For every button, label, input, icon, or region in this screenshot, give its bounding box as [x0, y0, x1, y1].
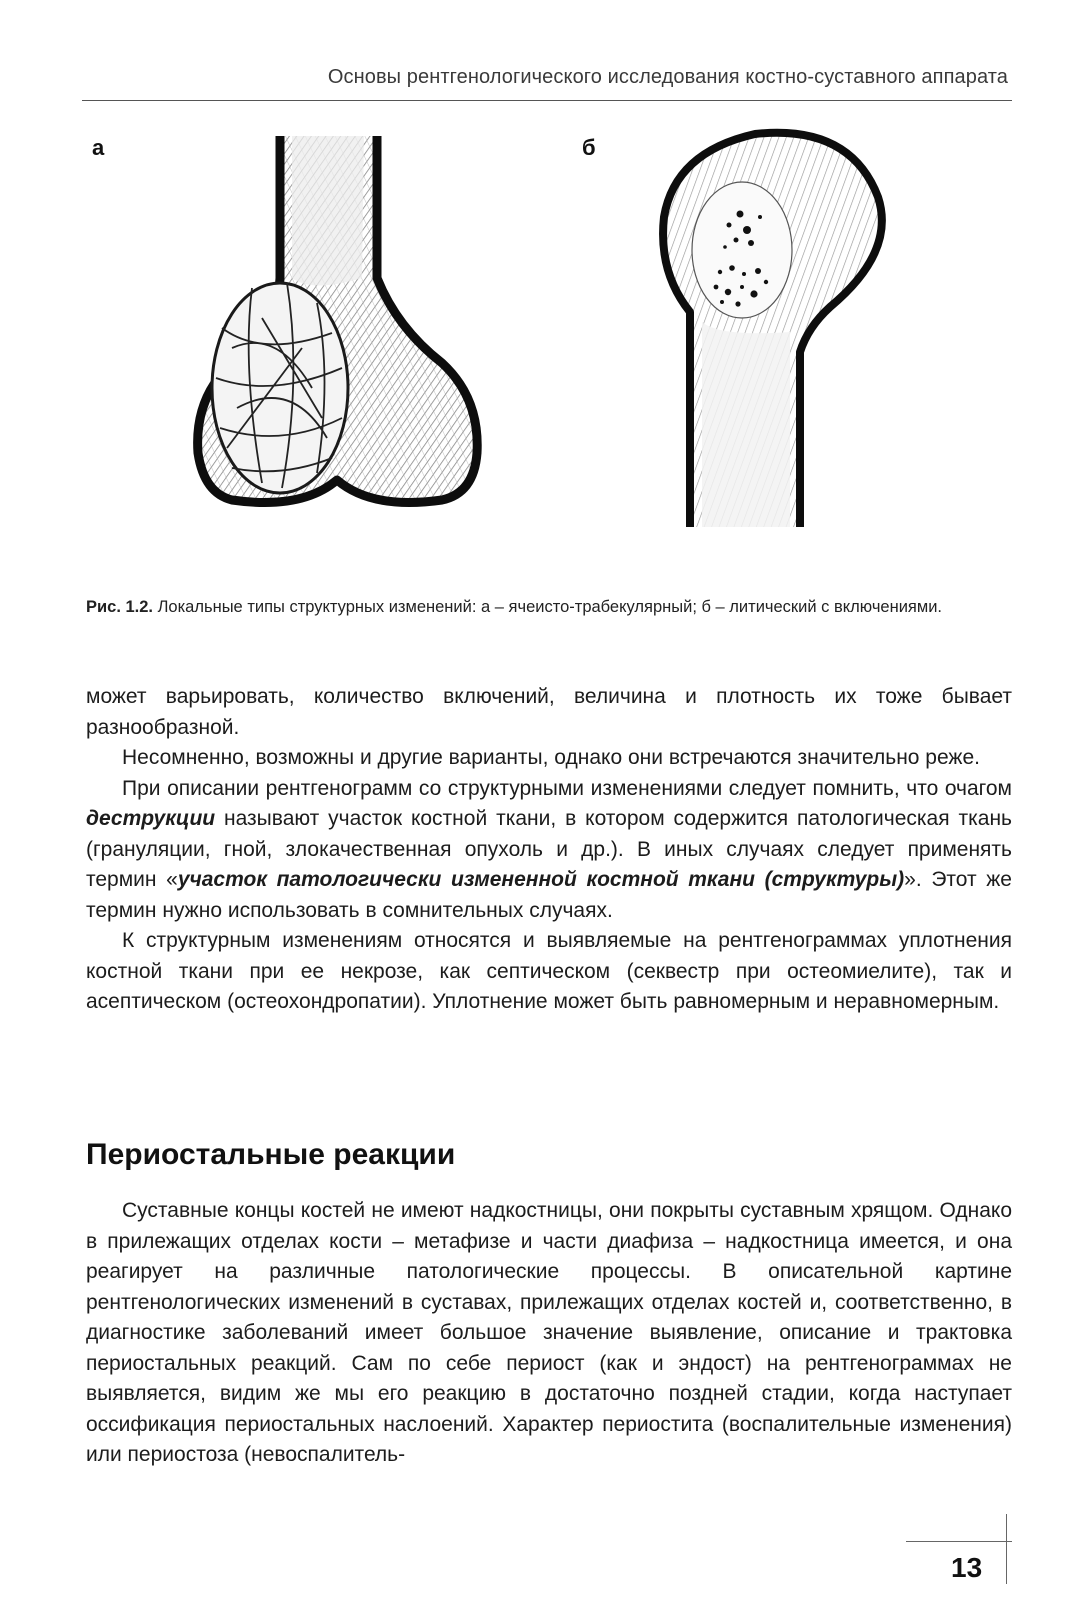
paragraph: Несомненно, возможны и другие варианты, однако они встречаются значительно реже.	[122, 746, 980, 769]
section-heading: Периостальные реакции	[86, 1138, 456, 1171]
footer-vertical-rule	[1006, 1514, 1007, 1584]
term-destruction: деструкции	[86, 807, 216, 830]
running-header: Основы рентгенологического исследования костно-суставного аппарата	[327, 66, 1008, 88]
section-body-text	[86, 1196, 1012, 1471]
figure-caption-label: Рис. 1.2.	[86, 598, 154, 616]
paragraph-text: При описании рентгенограмм со структурными изменениями следует помнить, что очагом	[122, 776, 1012, 800]
term-pathologic-area: участок патологически измененной костной ткани (структуры)	[177, 868, 905, 891]
paragraph-continuation: может варьировать, количество включений, величина и плотность их тоже бывает разнообразной.	[86, 685, 1012, 739]
figure-a-bone-drawing	[192, 128, 482, 548]
paragraph-destruction	[86, 774, 1012, 927]
paragraph: К структурным изменениям относятся и выявляемые на рентгенограммах уплотнения костной ткани при ее некрозе, как септическом (секвестр при остеомиелите), так и асептическом (остеохондропатии). Уплотнение может быть равномерным и неравномерным.	[86, 929, 1012, 1013]
paragraph-text: ». Этот же термин нужно использовать в сомнительных случаях.	[86, 868, 1012, 922]
figure-panel-b-label: б	[582, 135, 596, 160]
paragraph-text: называют участок костной ткани, в котором содержится патологическая ткань (грануляции, гной, злокачественная опухоль и др.). В иных случаях следует применять термин «	[86, 807, 1012, 891]
body-text-block	[86, 682, 1012, 1018]
paragraph: Суставные концы костей не имеют надкостницы, они покрыты суставным хрящом. Однако в прилежащих отделах кости – метафизе и части диафиза – надкостница имеется, и она реагирует на различные патологические процессы. В описательной картине рентгенологических изменений в суставах, прилежащих отделах костей и, соответственно, в диагностике заболеваний имеет большое значение выявление, описание и трактовка периостальных реакций. Сам по себе периост (как и эндост) на рентгенограммах не выявляется, видим же мы его реакцию в достаточно поздней стадии, когда наступает оссификация периостальных наслоений. Характер периостита (воспалительные изменения) или периостоза (невоспалитель-	[86, 1199, 1012, 1466]
figure-caption	[86, 596, 1012, 618]
page-number: 13	[951, 1552, 983, 1583]
header-rule	[82, 100, 1012, 101]
figure-b-bone-drawing	[650, 122, 900, 540]
lesion-a-cellular	[212, 283, 348, 493]
figure-panel-a-label: а	[92, 135, 105, 160]
footer-rule	[906, 1541, 1012, 1542]
lesion-b-lytic-focus	[692, 182, 792, 318]
figure-caption-text: Локальные типы структурных изменений: а – ячеисто-трабекулярный; б – литический с включениями.	[153, 598, 942, 616]
